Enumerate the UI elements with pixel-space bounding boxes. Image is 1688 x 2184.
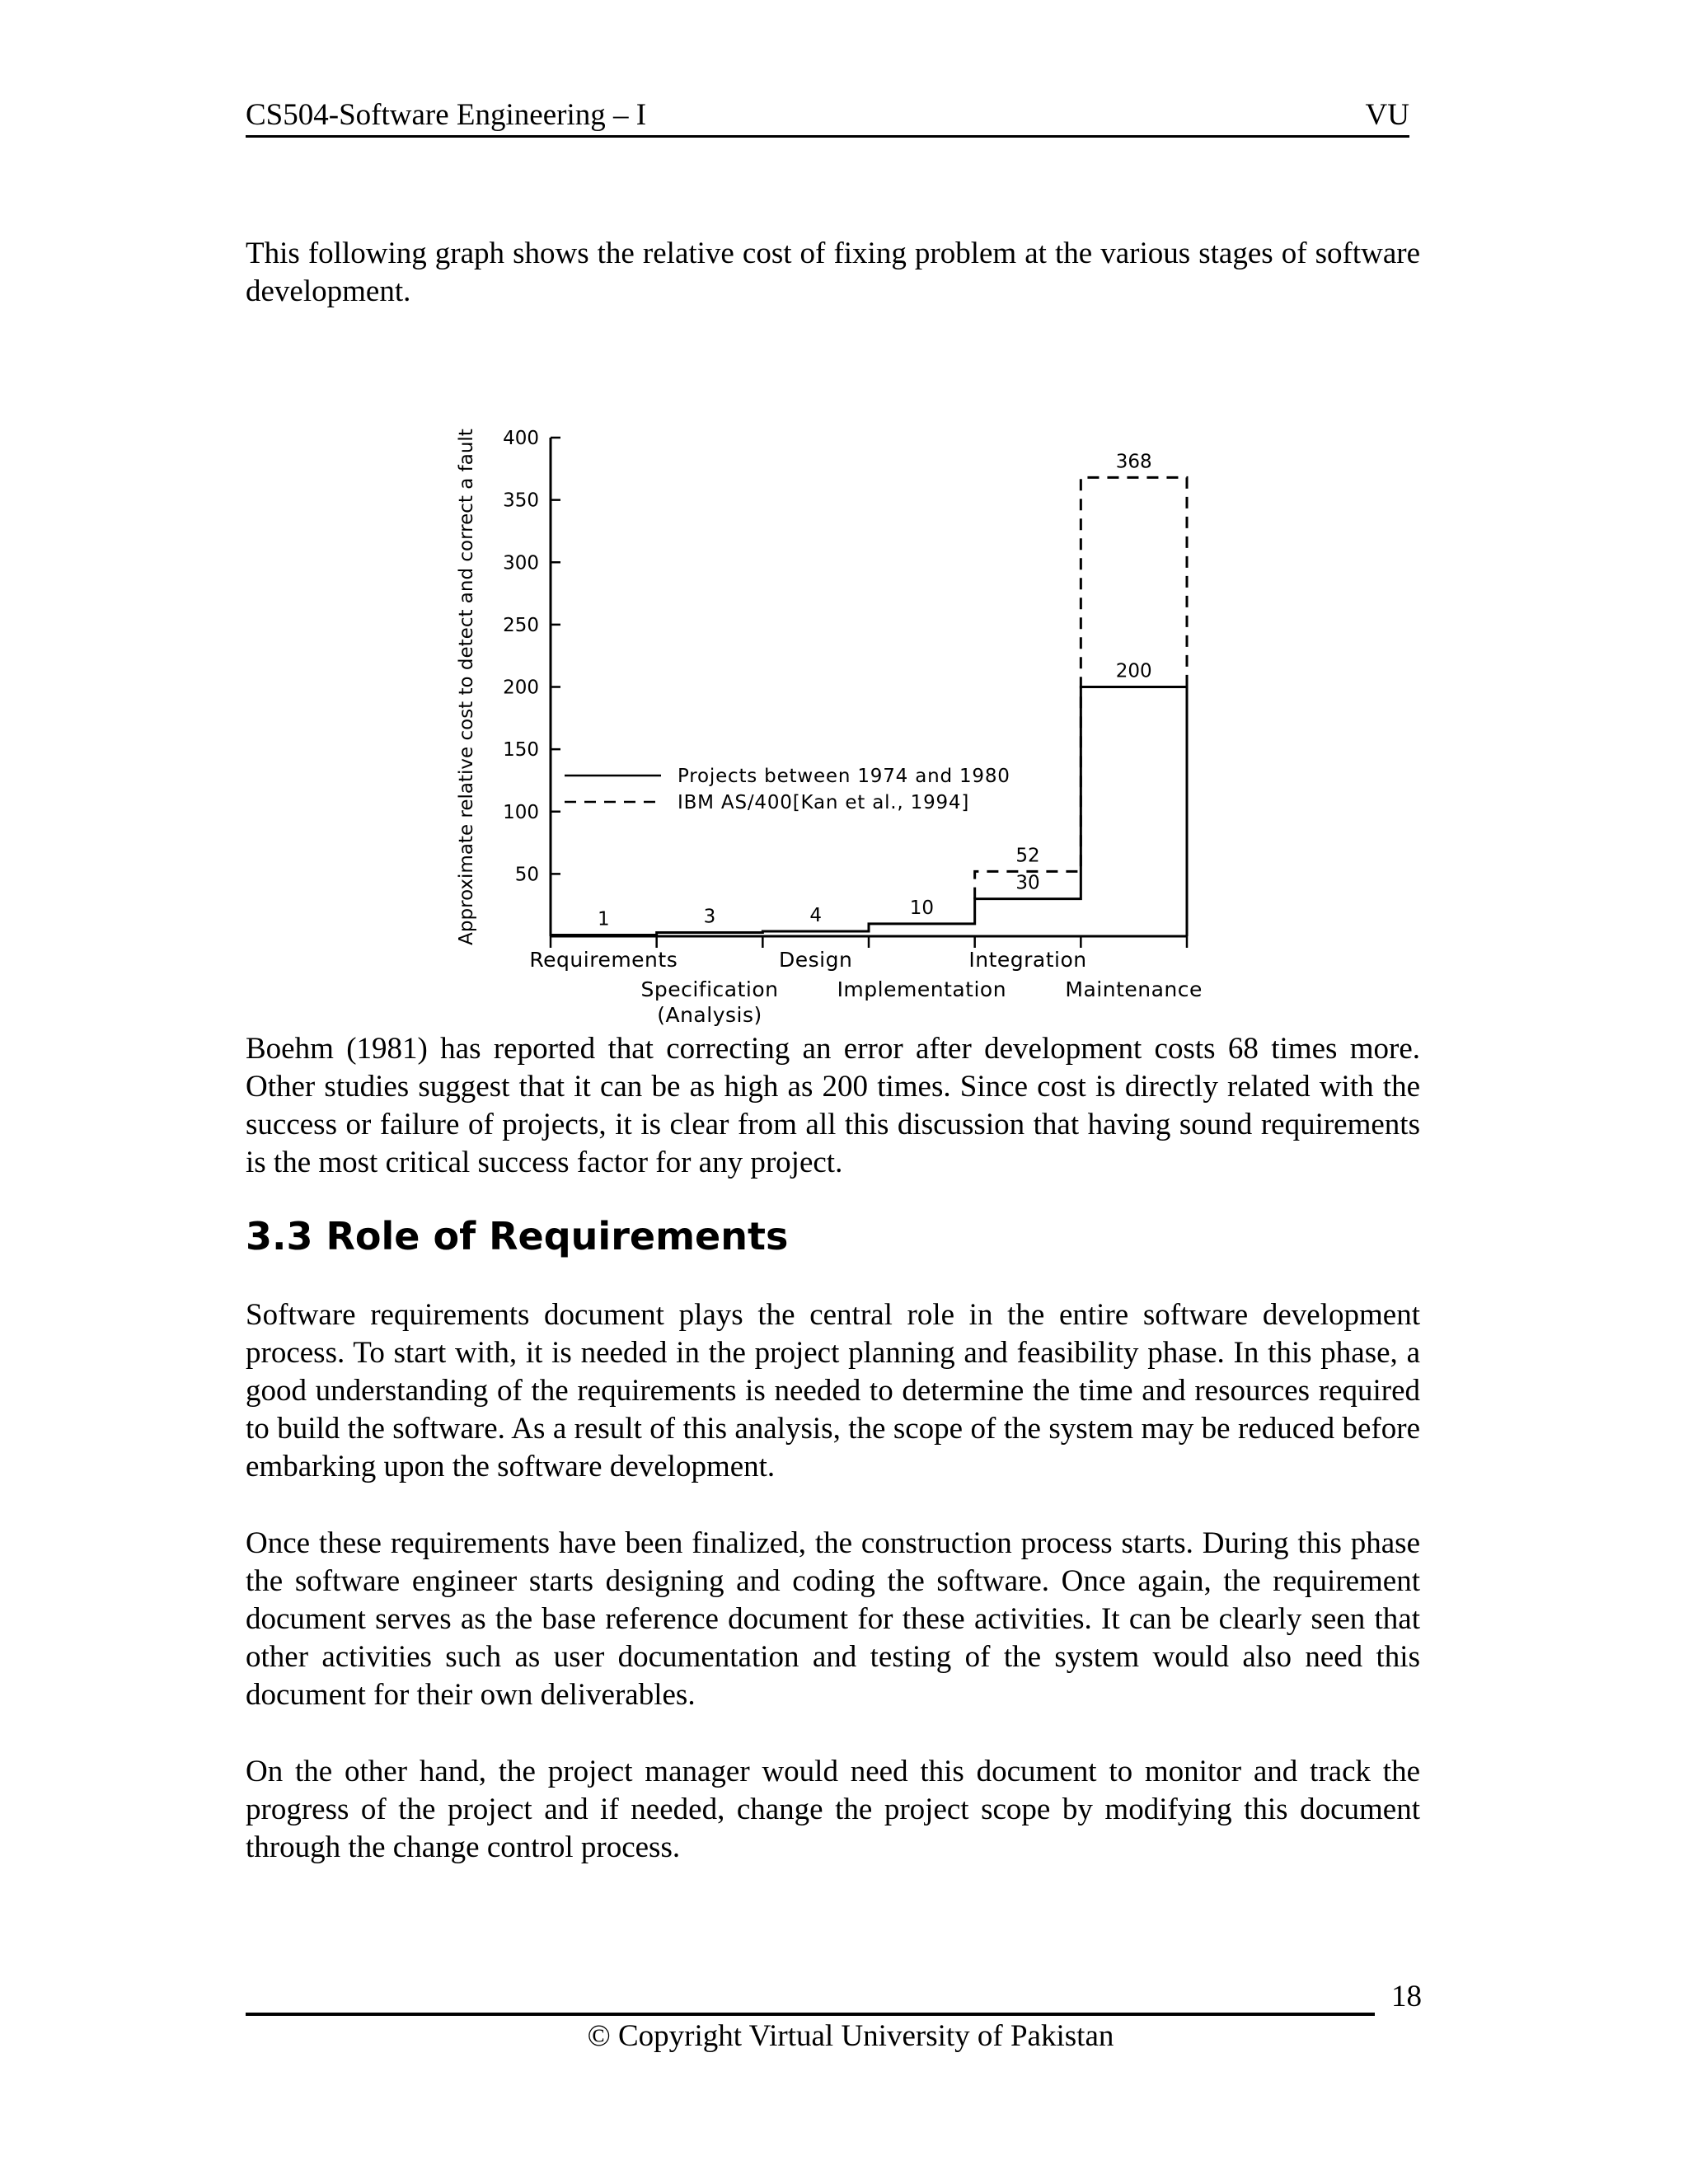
data-label-maintenance: 200 bbox=[1115, 660, 1152, 682]
page-number: 18 bbox=[1391, 1980, 1422, 2013]
intro-paragraph: This following graph shows the relative cost of fixing problem at the various stages of software development. bbox=[246, 237, 1420, 308]
category-label-2: Design bbox=[779, 948, 853, 972]
legend-label-projects: Projects between 1974 and 1980 bbox=[678, 766, 1010, 787]
category-label-1-line-2: (Analysis) bbox=[657, 1003, 762, 1027]
paragraph-construction: Once these requirements have been finalized, the construction process starts. During this phase the software engineer starts designing and coding the software. Once again, the requirement document serves as the base reference document for these activities. It can be clearly seen that other activities such as user documentation and testing of the system would also need this document for their own deliverables. bbox=[246, 1526, 1420, 1712]
series-ibm-as400-step-line bbox=[975, 477, 1187, 898]
legend-label-ibm: IBM AS/400[Kan et al., 1994] bbox=[678, 792, 970, 813]
copyright-footer bbox=[0, 2018, 1688, 2055]
organization-label: VU bbox=[1365, 98, 1409, 132]
data-label-specification: 3 bbox=[703, 906, 716, 928]
relative-cost-chart bbox=[445, 416, 1236, 1043]
y-tick-label-350: 350 bbox=[503, 490, 539, 512]
data-label-requirements: 1 bbox=[598, 908, 610, 930]
data-label-ibm-maintenance: 368 bbox=[1115, 451, 1152, 473]
y-tick-label-150: 150 bbox=[503, 739, 539, 762]
boehm-paragraph: Boehm (1981) has reported that correcting an error after development costs 68 times more. Other studies suggest that it can be as high as 200 times. Since cost is directly related with the success or failure of projects, it is clear from all this discussion that having sound requirements is the most critical success factor for any project. bbox=[246, 1032, 1420, 1179]
y-axis-title: Approximate relative cost to detect and correct a fault bbox=[456, 429, 477, 945]
footer-rule bbox=[246, 2013, 1375, 2016]
category-label-3: Implementation bbox=[837, 977, 1007, 1001]
data-label-implementation: 10 bbox=[909, 897, 934, 919]
category-label-5: Maintenance bbox=[1065, 977, 1203, 1001]
y-tick-label-50: 50 bbox=[514, 864, 539, 886]
section-heading: 3.3 Role of Requirements bbox=[246, 1214, 789, 1258]
course-title: CS504-Software Engineering – I bbox=[246, 98, 647, 132]
y-tick-label-100: 100 bbox=[503, 801, 539, 823]
copyright-text: © Copyright Virtual University of Pakistan bbox=[587, 2019, 1114, 2053]
data-label-integration: 30 bbox=[1015, 872, 1040, 894]
y-tick-label-300: 300 bbox=[503, 552, 539, 574]
y-tick-label-250: 250 bbox=[503, 614, 539, 636]
category-label-4: Integration bbox=[968, 948, 1087, 972]
data-label-design: 4 bbox=[809, 904, 822, 926]
y-tick-label-200: 200 bbox=[503, 677, 539, 699]
page-header bbox=[246, 97, 1409, 138]
paragraph-project-manager: On the other hand, the project manager would need this document to monitor and track the progress of the project and if needed, change the project scope by modifying this document through the change control process. bbox=[246, 1755, 1420, 1864]
category-label-0: Requirements bbox=[529, 948, 678, 972]
data-label-ibm-integration: 52 bbox=[1015, 845, 1040, 867]
category-label-1: Specification bbox=[640, 977, 779, 1001]
y-tick-label-400: 400 bbox=[503, 428, 539, 449]
paragraph-project-planning: Software requirements document plays the central role in the entire software development process. To start with, it is needed in the project planning and feasibility phase. In this phase, a good understanding of the requirements is needed to determine the time and resources required to build the software. As a result of this analysis, the scope of the system may be reduced before embarking upon the software development. bbox=[246, 1298, 1420, 1483]
